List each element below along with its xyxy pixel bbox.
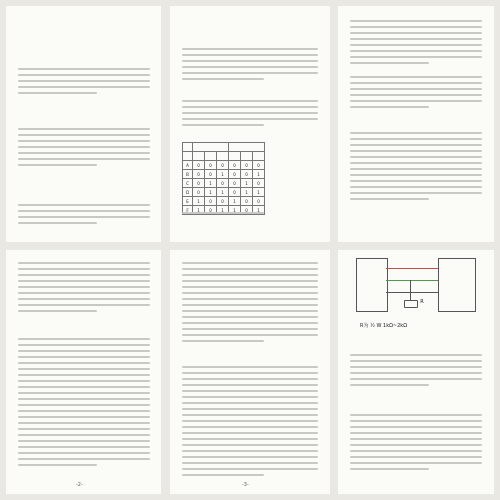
table-row (183, 179, 265, 188)
table-cell: 0 (205, 197, 217, 206)
table-cell (229, 152, 241, 161)
table-cell: 1 (193, 197, 205, 206)
table-cell: 0 (217, 197, 229, 206)
table-cell (205, 152, 217, 161)
page-top-right (338, 6, 494, 242)
section-heading-usage (225, 18, 277, 31)
notes-text-2 (18, 262, 150, 316)
usage-text-5 (350, 132, 482, 204)
diagram-wire (386, 280, 438, 281)
table-cell: 0 (253, 161, 265, 170)
subheading-usage-1 (182, 36, 217, 43)
table-cell: 1 (241, 188, 253, 197)
section-heading-preface (61, 44, 87, 57)
usage-text-3 (350, 20, 482, 68)
table-row-label: A (183, 161, 193, 170)
table-row-label: F (183, 206, 193, 215)
table-cell: 1 (253, 206, 265, 215)
table-row (183, 143, 265, 152)
notes-text (18, 204, 150, 228)
usage-text-1 (182, 48, 318, 84)
page-top-middle (170, 6, 330, 242)
page-top-left (6, 6, 161, 242)
table-cell: 0 (229, 188, 241, 197)
diagram-left-box (356, 258, 388, 312)
table-cell: 1 (217, 206, 229, 215)
diagram-resistor-label: R (420, 299, 424, 305)
table-cell (183, 152, 193, 161)
table-cell: 1 (217, 188, 229, 197)
table-cell: 0 (217, 161, 229, 170)
setting-table (182, 142, 265, 215)
table-cell (217, 152, 229, 161)
table-cell: 0 (193, 188, 205, 197)
table-cell: 0 (229, 179, 241, 188)
table-cell: 1 (217, 170, 229, 179)
table-cell: 1 (205, 188, 217, 197)
table-cell: 0 (241, 197, 253, 206)
table-cell: 1 (241, 179, 253, 188)
warranty-text (350, 414, 482, 474)
table-cell (253, 152, 265, 161)
battery-text (350, 354, 482, 390)
section-heading-notes (54, 186, 106, 199)
diagram-formula: R为 ½ W 1kΩ~2kΩ (360, 323, 408, 329)
table-row-label: D (183, 188, 193, 197)
page-number: -3- (242, 482, 249, 488)
subheading-usage-2 (182, 88, 217, 95)
table-cell: 1 (253, 188, 265, 197)
table-row (183, 161, 265, 170)
doc-title (24, 18, 96, 29)
usage-text-6 (182, 262, 318, 346)
table-cell (229, 143, 265, 152)
table-cell: 1 (253, 170, 265, 179)
table-cell (241, 152, 253, 161)
diagram-wire (410, 280, 411, 302)
page-bottom-left (6, 250, 161, 494)
table-cell: 0 (253, 179, 265, 188)
table-cell: 0 (217, 179, 229, 188)
table-cell: 0 (193, 170, 205, 179)
diagram-wire (386, 292, 438, 293)
usage-text-7 (182, 366, 318, 480)
table-cell: 0 (229, 161, 241, 170)
table-cell (183, 143, 193, 152)
subheading-notes-1 (18, 326, 78, 333)
table-cell: 1 (193, 206, 205, 215)
table-cell: 0 (241, 161, 253, 170)
table-row (183, 188, 265, 197)
table-cell: 0 (205, 170, 217, 179)
subheading-usage-4 (182, 354, 212, 361)
table-cell: 0 (253, 197, 265, 206)
table-cell (193, 152, 205, 161)
table-cell: 0 (205, 161, 217, 170)
table-cell: 0 (205, 206, 217, 215)
diagram-resistor (404, 300, 418, 308)
table-cell: 0 (241, 206, 253, 215)
table-row (183, 170, 265, 179)
table-cell: 0 (229, 170, 241, 179)
usage-text-2 (182, 100, 318, 130)
page-bottom-middle (170, 250, 330, 494)
section-heading-product (54, 106, 106, 119)
table-cell: 0 (241, 170, 253, 179)
table-row-label: B (183, 170, 193, 179)
diagram-right-box (438, 258, 476, 312)
table-footnote (182, 212, 318, 218)
preface-text (18, 68, 150, 98)
table-row (183, 152, 265, 161)
table-cell (193, 143, 229, 152)
diagram-wire (386, 268, 438, 269)
table-cell: 1 (229, 206, 241, 215)
table-row-label: E (183, 197, 193, 206)
usage-text-4 (350, 76, 482, 112)
section-heading-warranty (386, 396, 438, 409)
product-text (18, 128, 150, 170)
table-cell: 0 (193, 161, 205, 170)
table-cell: 1 (205, 179, 217, 188)
notes-text-3 (18, 338, 150, 470)
table-row-label: C (183, 179, 193, 188)
table-cell: 1 (229, 197, 241, 206)
page-bottom-right (338, 250, 494, 494)
page-number: -2- (76, 482, 83, 488)
table-cell: 0 (193, 179, 205, 188)
table-row (183, 197, 265, 206)
section-heading-battery (386, 336, 438, 349)
subheading-usage-3 (350, 120, 395, 127)
